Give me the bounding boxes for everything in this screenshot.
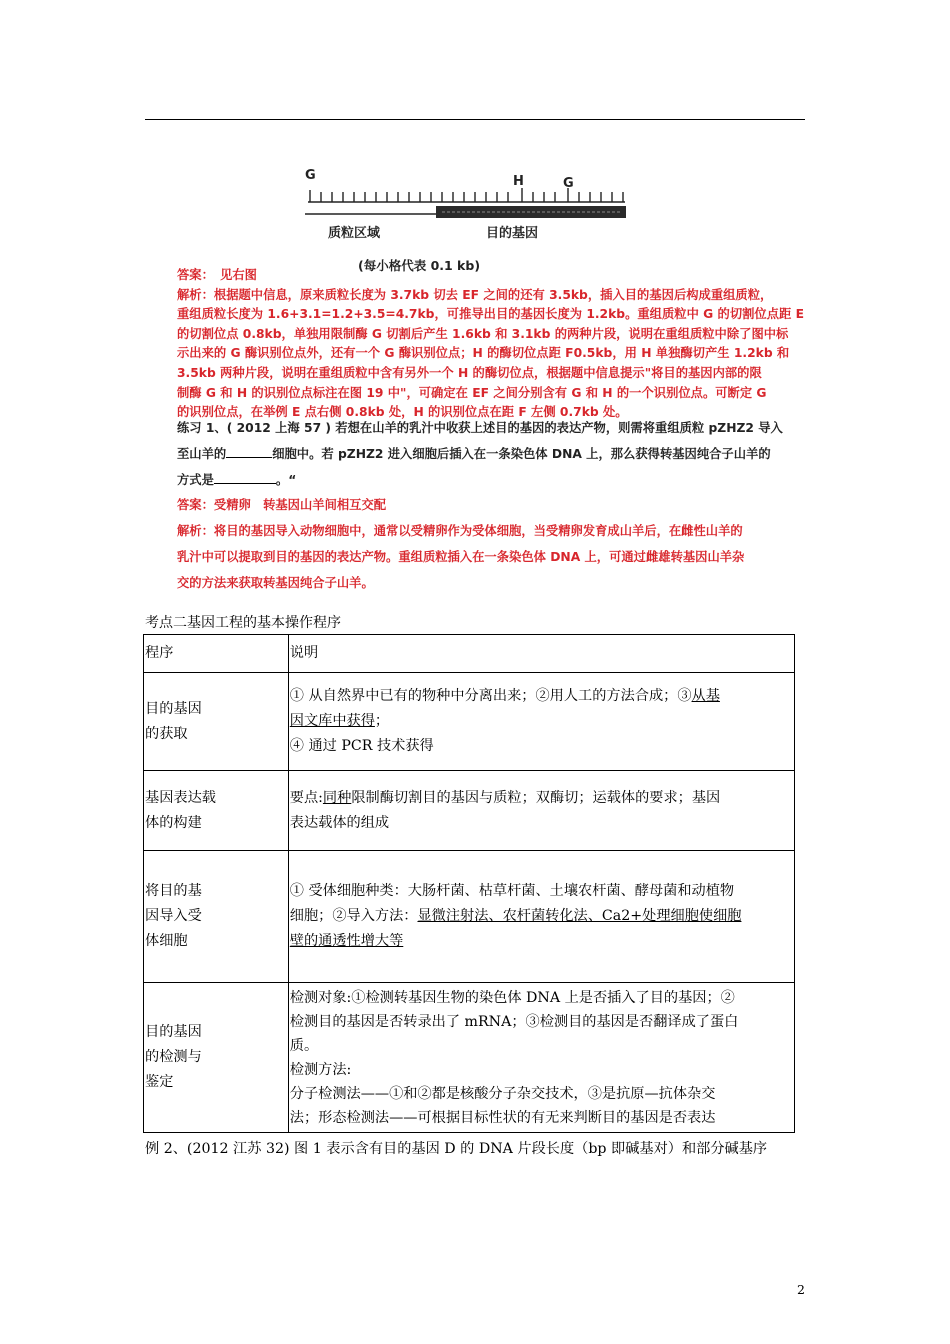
procedure-table	[143, 634, 795, 1133]
header-cell: 说明	[288, 635, 794, 673]
plasmid-map-figure	[300, 168, 640, 268]
analysis-line: 乳汁中可以提取到目的基因的表达产物。重组质粒插入在一条染色体 DNA 上，可通过雌雄转基因山羊杂	[177, 550, 745, 564]
answer-text-1: 答案： 见右图	[177, 268, 257, 282]
analysis-line: 重组质粒长度为 1.6+3.1=1.2+3.5=4.7kb，可推导出目的基因长度为 1.2kb。重组质粒中 G 的切割位点距 E	[177, 307, 804, 322]
analysis-line: 示出来的 G 酶识别位点外，还有一个 G 酶识别位点；H 的酶切位点距 F0.5kb，用 H 单独酶切产生 1.2kb 和	[177, 346, 790, 361]
header-rule	[145, 119, 805, 120]
step-cell: 目的基因 的检测与 鉴定	[144, 983, 289, 1133]
plasmid-map-graphic	[300, 168, 640, 268]
answer-blank[interactable]	[214, 471, 276, 484]
desc-cell: 要点:同种限制酶切割目的基因与质粒；双酶切；运载体的要求；基因 表达载体的组成	[288, 771, 794, 851]
site-label-g-left: G	[305, 168, 316, 183]
answer-block-1	[177, 266, 845, 423]
analysis-line: 3.5kb 两种片段，说明在重组质粒中含有另外一个 H 的酶切位点，根据题中信息提示"将目的基因内部的限	[177, 365, 762, 380]
table-row	[144, 983, 795, 1133]
step-cell: 基因表达载 体的构建	[144, 771, 289, 851]
answer-block-2	[177, 492, 845, 596]
site-label-g-right: G	[563, 176, 574, 191]
analysis-line: 制酶 G 和 H 的识别位点标注在图 19 中"，可确定在 EF 之间分别含有 G 和 H 的一个识别位点。可断定 G	[177, 385, 767, 400]
table-row	[144, 673, 795, 771]
section-title: 考点二基因工程的基本操作程序	[145, 615, 341, 631]
desc-cell: ① 从自然界中已有的物种中分离出来；②用人工的方法合成；③从基 因文库中获得； ④ 通过 PCR 技术获得	[288, 673, 794, 771]
analysis-line: 解析：将目的基因导入动物细胞中，通常以受精卵作为受体细胞，当受精卵发育成山羊后，在雌性山羊的	[177, 524, 743, 538]
exercise-line: 至山羊的 细胞中。若 pZHZ2 进入细胞后插入在一条染色体 DNA 上，那么获得转基因纯合子山羊的	[177, 447, 771, 461]
region-label-target-gene: 目的基因	[486, 226, 539, 241]
table-row	[144, 771, 795, 851]
analysis-line: 交的方法来获取转基因纯合子山羊。	[177, 576, 374, 590]
region-label-plasmid: 质粒区域	[328, 226, 381, 241]
answer-text-2: 答案：受精卵 转基因山羊间相互交配	[177, 498, 387, 512]
table-row	[144, 851, 795, 983]
scale-caption: (每小格代表 0.1 kb)	[358, 258, 481, 273]
table-header-row	[144, 635, 795, 673]
exercise-line: 方式是 。“	[177, 473, 297, 487]
answer-blank[interactable]	[226, 445, 272, 458]
page-number: 2	[797, 1282, 805, 1297]
analysis-line: 的切割位点 0.8kb，单独用限制酶 G 切割后产生 1.6kb 和 3.1kb 的两种片段，说明在重组质粒中除了图中标	[177, 326, 789, 341]
header-cell: 程序	[144, 635, 289, 673]
site-label-h: H	[513, 174, 524, 189]
exercise-1	[177, 415, 845, 493]
step-cell: 目的基因 的获取	[144, 673, 289, 771]
step-cell: 将目的基 因导入受 体细胞	[144, 851, 289, 983]
analysis-line: 解析：根据题中信息，原来质粒长度为 3.7kb 切去 EF 之间的还有 3.5kb，插入目的基因后构成重组质粒，	[177, 287, 773, 302]
exercise-line: 练习 1、( 2012 上海 57 ) 若想在山羊的乳汁中收获上述目的基因的表达产物，则需将重组质粒 pZHZ2 导入	[177, 421, 783, 435]
analysis-line: 的识别位点，在举例 E 点右侧 0.8kb 处，H 的识别位点在距 F 左侧 0.7kb 处。	[177, 405, 628, 420]
example-2-line: 例 2、(2012 江苏 32) 图 1 表示含有目的基因 D 的 DNA 片段长度（bp 即碱基对）和部分碱基序	[145, 1141, 768, 1157]
desc-cell: ① 受体细胞种类：大肠杆菌、枯草杆菌、土壤农杆菌、酵母菌和动植物 细胞；②导入方法：显微注射法、农杆菌转化法、Ca2+处理细胞使细胞 壁的通透性增大等	[288, 851, 794, 983]
desc-cell: 检测对象:①检测转基因生物的染色体 DNA 上是否插入了目的基因；② 检测目的基因是否转录出了 mRNA；③检测目的基因是否翻译成了蛋白 质。 检测方法: 分子检测法——①和②都是核酸分子杂交技术，③是抗原—抗体杂交 法；形态检测法——可根据目标性状的有无来判断目的基因是否表达	[288, 983, 794, 1133]
